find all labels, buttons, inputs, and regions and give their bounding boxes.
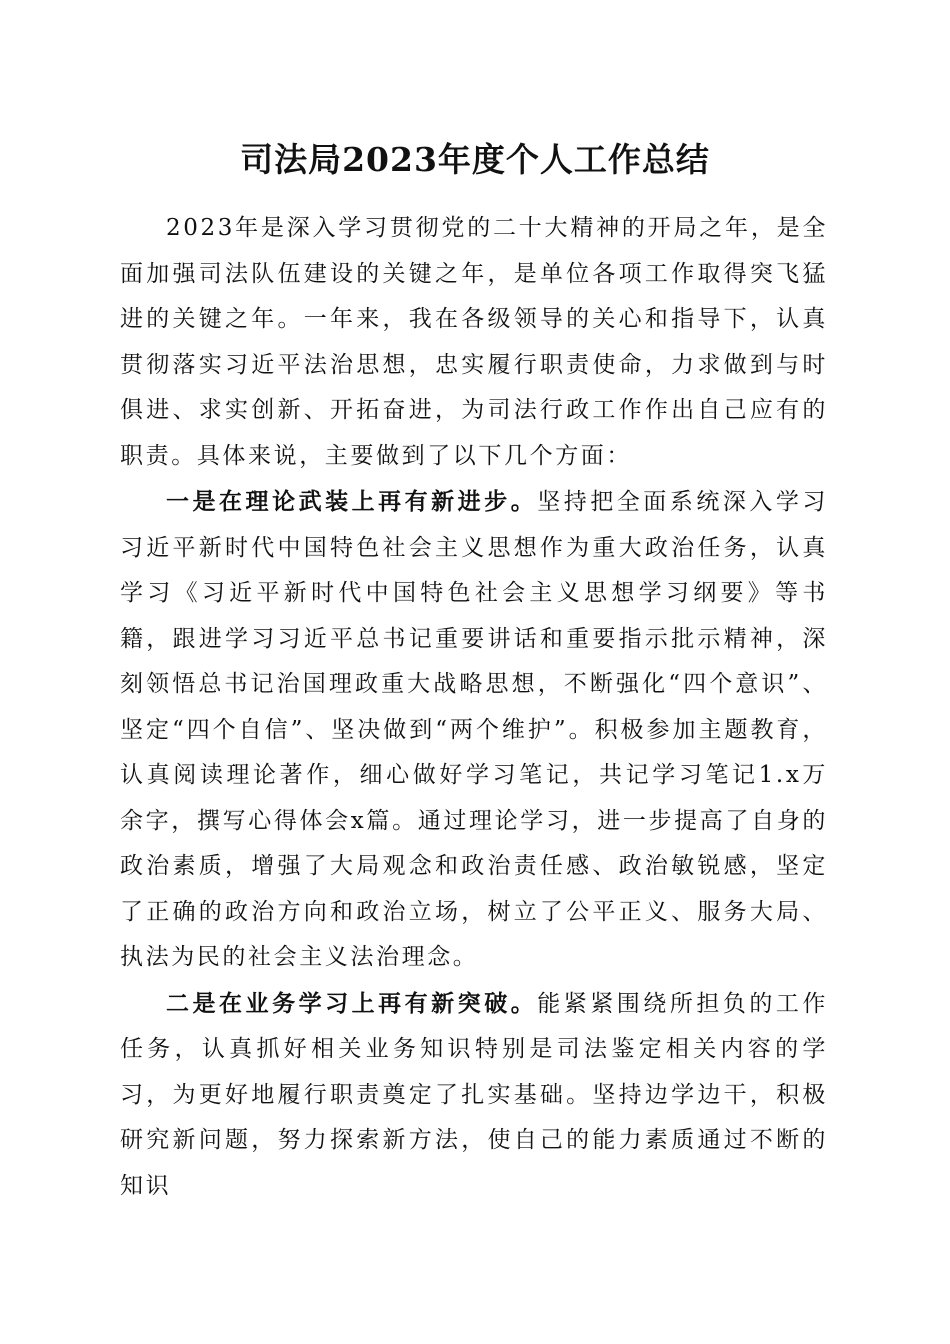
paragraph-theory (120, 479, 828, 981)
document-title: 司法局2023年度个人工作总结 (240, 140, 710, 179)
paragraph-business (120, 981, 828, 1210)
paragraph-business-text: 能紧紧围绕所担负的工作任务，认真抓好相关业务知识特别是司法鉴定相关内容的学习，为更好地履行职责奠定了扎实基础。坚持边学边干，积极研究新问题，努力探索新方法，使自己的能力素质通过不断的知识 (120, 990, 828, 1199)
paragraph-intro (120, 206, 828, 479)
paragraph-business-heading: 二是在业务学习上再有新突破。 (166, 989, 538, 1017)
paragraph-intro-text: 2023年是深入学习贯彻党的二十大精神的开局之年，是全面加强司法队伍建设的关键之年，是单位各项工作取得突飞猛进的关键之年。一年来，我在各级领导的关心和指导下，认真贯彻落实习近平法治思想，忠实履行职责使命，力求做到与时俱进、求实创新、开拓奋进，为司法行政工作作出自己应有的职责。具体来说，主要做到了以下几个方面： (120, 215, 828, 469)
document-body (120, 206, 828, 1209)
paragraph-theory-heading: 一是在理论武装上再有新进步。 (166, 488, 538, 515)
paragraph-theory-text: 坚持把全面系统深入学习习近平新时代中国特色社会主义思想作为重大政治任务，认真学习《习近平新时代中国特色社会主义思想学习纲要》等书籍，跟进学习习近平总书记重要讲话和重要指示批示精神，深刻领悟总书记治国理政重大战略思想，不断强化“四个意识”、坚定“四个自信”、坚决做到“两个维护”。积极参加主题教育，认真阅读理论著作，细心做好学习笔记，共记学习笔记1.x万余字，撰写心得体会x篇。通过理论学习，进一步提高了自身的政治素质，增强了大局观念和政治责任感、政治敏锐感，坚定了正确的政治方向和政治立场，树立了公平正义、服务大局、执法为民的社会主义法治理念。 (120, 489, 828, 970)
